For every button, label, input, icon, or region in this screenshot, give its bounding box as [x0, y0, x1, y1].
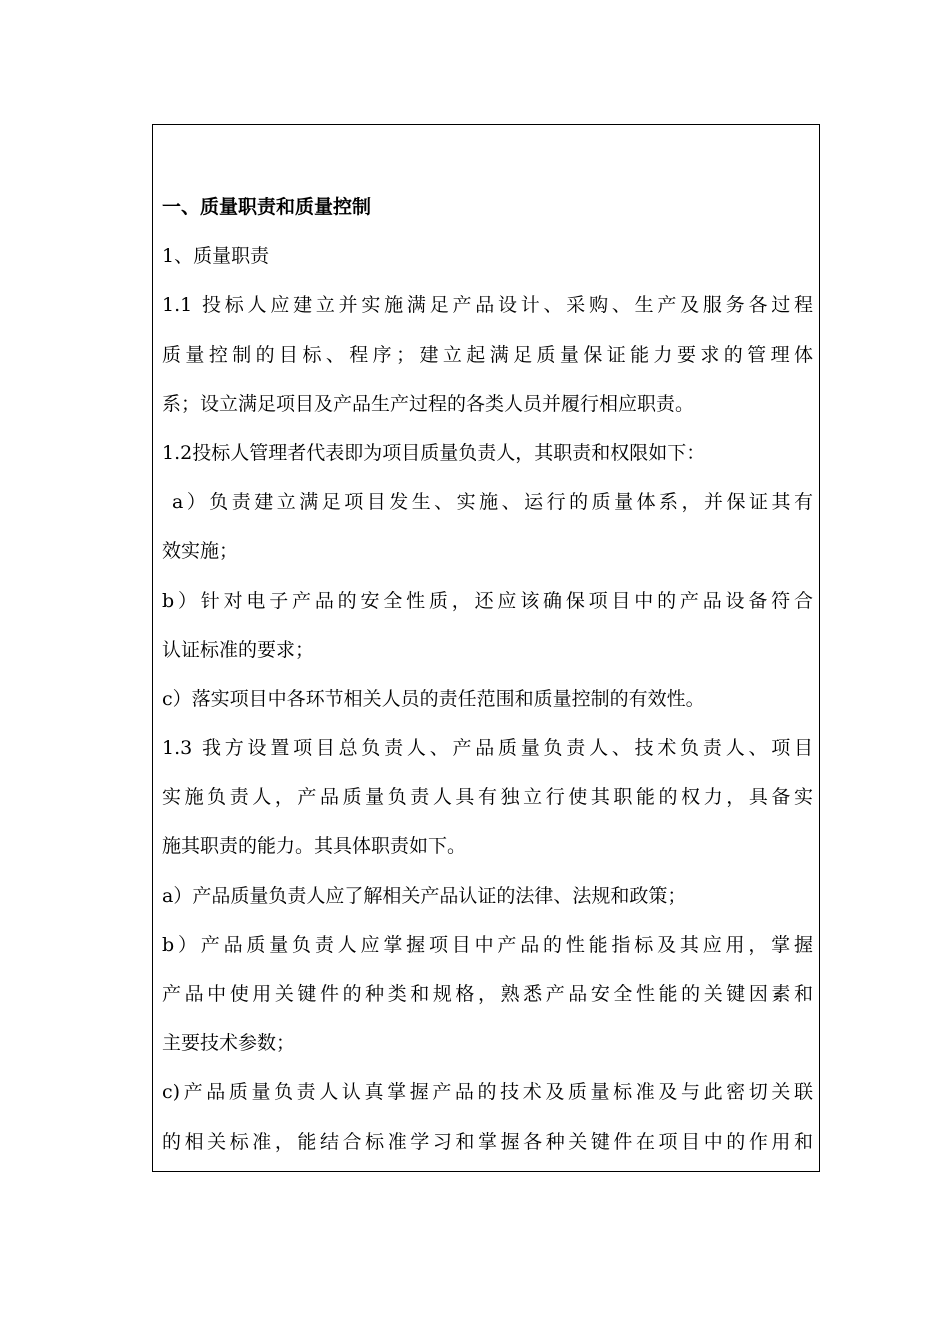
- text-line: 系；设立满足项目及产品生产过程的各类人员并履行相应职责。: [162, 392, 695, 415]
- text-line: c）落实项目中各环节相关人员的责任范围和质量控制的有效性。: [162, 687, 705, 710]
- document-body: [162, 183, 813, 1167]
- text-line: 1.3 我方设置项目总负责人、产品质量负责人、技术负责人、项目: [162, 737, 813, 760]
- text-line: 产品中使用关键件的种类和规格，熟悉产品安全性能的关键因素和: [162, 983, 813, 1005]
- text-line: 1.2投标人管理者代表即为项目质量负责人，其职责和权限如下：: [162, 441, 706, 464]
- text-line: 认证标准的要求；: [162, 638, 315, 661]
- section-heading: 一、质量职责和质量控制: [162, 196, 372, 218]
- text-line: 质量控制的目标、程序；建立起满足质量保证能力要求的管理体: [162, 343, 813, 366]
- text-line: 1、质量职责: [162, 245, 270, 268]
- text-line: 实施负责人，产品质量负责人具有独立行使其职能的权力，具备实: [162, 786, 813, 809]
- text-line: c)产品质量负责人认真掌握产品的技术及质量标准及与此密切关联: [162, 1081, 813, 1104]
- text-line: 的相关标准，能结合标准学习和掌握各种关键件在项目中的作用和: [162, 1130, 813, 1153]
- text-line: b）产品质量负责人应掌握项目中产品的性能指标及其应用，掌握: [162, 933, 813, 956]
- text-line: a）产品质量负责人应了解相关产品认证的法律、法规和政策；: [162, 884, 687, 907]
- text-line: b）针对电子产品的安全性质，还应该确保项目中的产品设备符合: [162, 589, 813, 612]
- text-line: 主要技术参数；: [162, 1032, 296, 1055]
- text-line: 施其职责的能力。其具体职责如下。: [162, 835, 467, 858]
- document-frame: [152, 124, 820, 1172]
- text-line: a）负责建立满足项目发生、实施、运行的质量体系，并保证其有: [172, 491, 813, 514]
- text-line: 效实施；: [162, 540, 239, 563]
- text-line: 1.1 投标人应建立并实施满足产品设计、采购、生产及服务各过程: [162, 294, 813, 317]
